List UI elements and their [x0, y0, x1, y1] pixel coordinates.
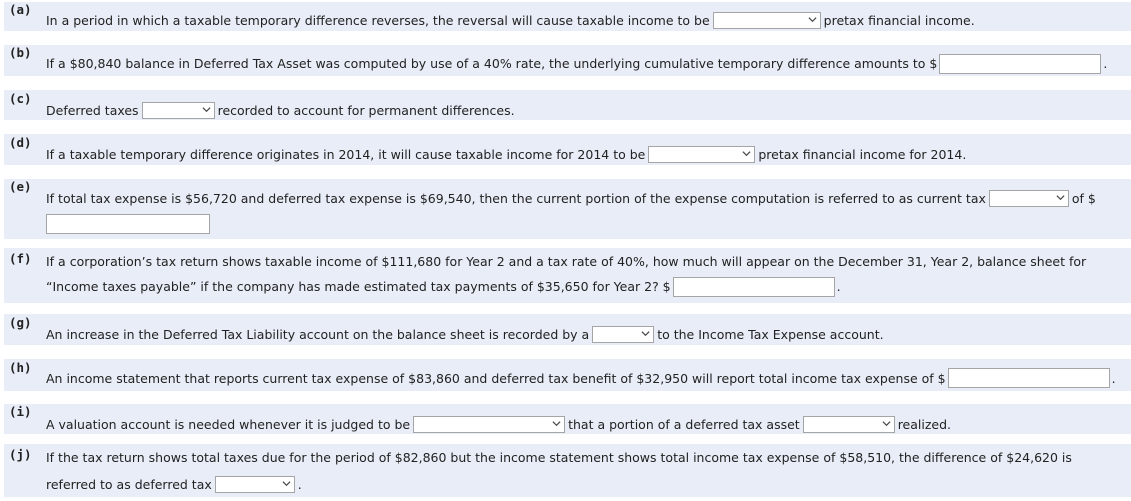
question-text-line — [46, 100, 515, 120]
answer-select[interactable] — [989, 190, 1069, 207]
question-text: “Income taxes payable” if the company has made estimated tax payments of $35,650 for Year 2? $ — [46, 279, 671, 294]
question-text-line — [46, 447, 1072, 467]
question-text: pretax financial income for 2014. — [758, 146, 967, 162]
question-text: If total tax expense is $56,720 and deferred tax expense is $69,540, then the current portion of the expense computation is referred to as current tax — [46, 190, 986, 206]
question-text: recorded to account for permanent differences. — [217, 102, 515, 118]
chevron-down-icon — [882, 419, 891, 428]
chevron-down-icon — [282, 479, 291, 488]
question-text-line — [46, 276, 841, 297]
question-text: that a portion of a deferred tax asset — [568, 416, 800, 432]
answer-input[interactable] — [673, 277, 835, 297]
question-label: (f) — [9, 251, 32, 266]
question-text-line — [46, 367, 1116, 389]
question-text: . — [1103, 56, 1108, 71]
question-label: (i) — [9, 404, 32, 419]
answer-select[interactable] — [142, 102, 215, 119]
answer-select[interactable] — [803, 416, 895, 433]
question-label: (d) — [9, 135, 32, 150]
question-text: . — [297, 476, 302, 492]
chevron-down-icon — [552, 419, 561, 428]
question-text: An increase in the Deferred Tax Liability account on the balance sheet is recorded by a — [46, 326, 590, 342]
chevron-down-icon — [202, 105, 211, 114]
answer-select[interactable] — [413, 416, 565, 433]
question-label: (g) — [9, 315, 32, 330]
chevron-down-icon — [1056, 193, 1065, 202]
question-text: to the Income Tax Expense account. — [657, 326, 884, 342]
answer-input[interactable] — [46, 214, 210, 234]
question-text: An income statement that reports current tax expense of $83,860 and deferred tax benefit of $32,950 will report total income tax expense of $ — [46, 370, 946, 386]
chevron-down-icon — [641, 329, 650, 338]
question-text-line — [44, 213, 212, 235]
question-text-line — [46, 188, 1096, 208]
answer-select[interactable] — [215, 476, 295, 493]
question-text-line — [46, 10, 975, 30]
answer-input[interactable] — [939, 54, 1101, 74]
answer-input[interactable] — [948, 368, 1110, 388]
question-text: referred to as deferred tax — [46, 476, 212, 492]
question-text-line — [46, 53, 1107, 74]
question-label: (e) — [9, 179, 32, 194]
question-text: . — [836, 279, 841, 294]
question-label: (h) — [9, 360, 32, 375]
question-text-line — [46, 144, 966, 164]
question-label: (b) — [9, 45, 32, 60]
question-text-line — [46, 324, 884, 344]
question-text: If the tax return shows total taxes due for the period of $82,860 but the income statement shows total income tax expense of $58,510, the difference of $24,620 is — [46, 449, 1072, 465]
question-text: pretax financial income. — [823, 12, 975, 28]
question-label: (j) — [9, 447, 32, 462]
answer-select[interactable] — [648, 146, 755, 163]
question-label: (a) — [9, 2, 32, 17]
question-text-line — [46, 414, 951, 434]
question-text: of $ — [1071, 190, 1096, 206]
question-text: If a $80,840 balance in Deferred Tax Asset was computed by use of a 40% rate, the underlying cumulative temporary difference amounts to $ — [46, 56, 938, 71]
answer-select[interactable] — [592, 326, 654, 343]
question-text: realized. — [897, 416, 952, 432]
question-text-line — [46, 251, 1086, 271]
question-text: . — [1111, 370, 1116, 386]
question-text: If a corporation’s tax return shows taxable income of $111,680 for Year 2 and a tax rate of 40%, how much will appear on the December 31, Year 2, balance sheet for — [46, 253, 1087, 269]
question-text: If a taxable temporary difference originates in 2014, it will cause taxable income for 2014 to be — [46, 146, 646, 162]
chevron-down-icon — [808, 15, 817, 24]
question-text: In a period in which a taxable temporary difference reverses, the reversal will cause taxable income to be — [46, 12, 710, 28]
answer-select[interactable] — [713, 12, 821, 29]
question-text-line — [46, 474, 302, 494]
question-text: A valuation account is needed whenever it is judged to be — [46, 416, 411, 432]
question-label: (c) — [9, 91, 32, 106]
question-text: Deferred taxes — [46, 102, 139, 118]
chevron-down-icon — [742, 149, 751, 158]
